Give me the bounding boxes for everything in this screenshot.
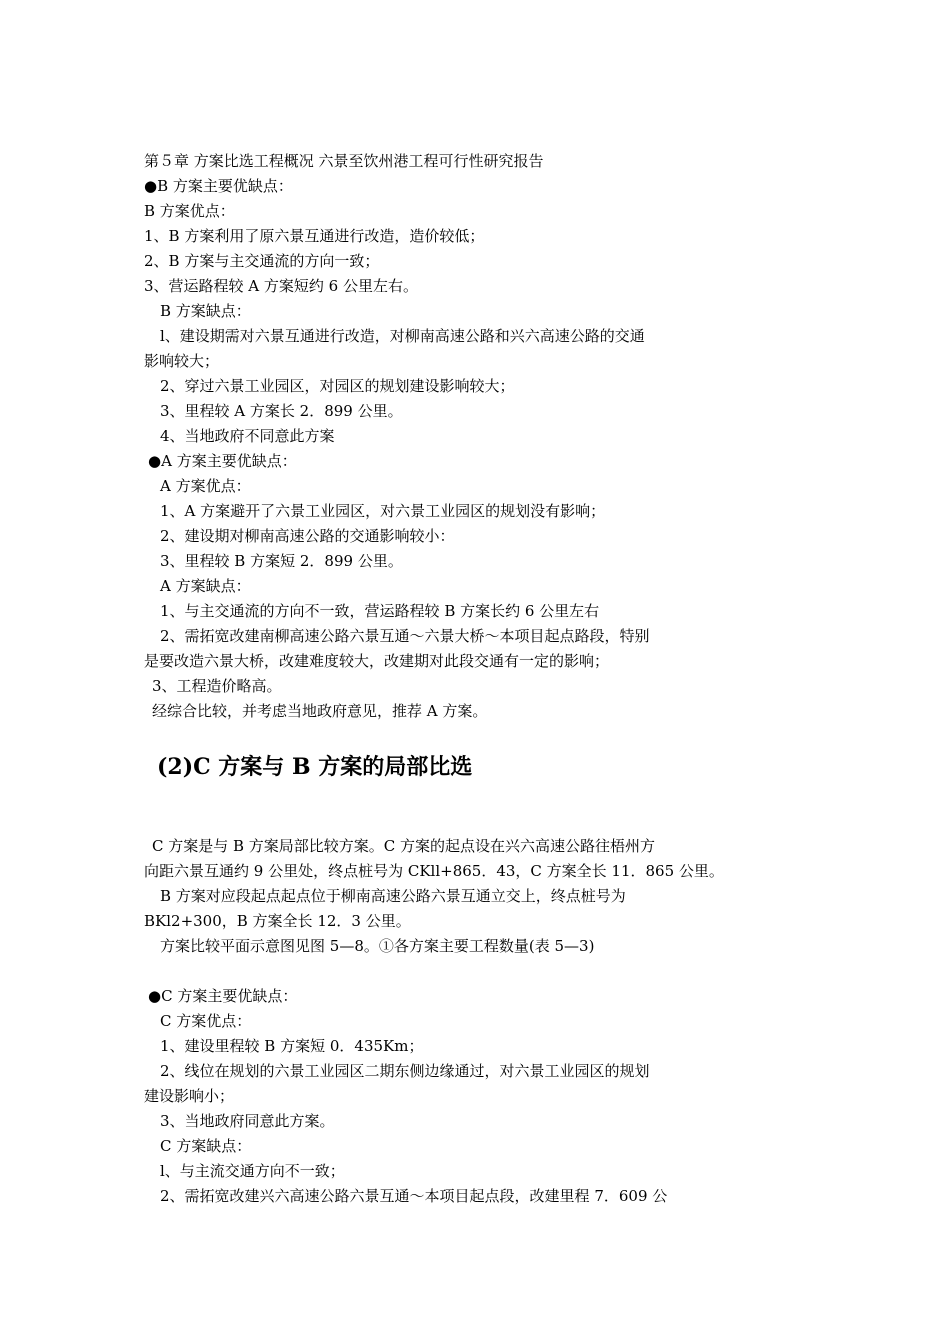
a-pros-item: 1、A 方案避开了六景工业园区，对六景工业园区的规划没有影响； [160,502,606,520]
b-cons-item: 3、里程较 A 方案长 2．899 公里。 [160,402,403,420]
c-cons-item: l、与主流交通方向不一致； [160,1162,345,1180]
a-pros-title: A 方案优点： [160,477,251,495]
b-cons-item: 4、当地政府不同意此方案 [160,427,335,445]
b-plan-title: ●B 方案主要优缺点： [144,177,293,195]
a-pros-item: 2、建设期对柳南高速公路的交通影响较小： [160,527,455,545]
c-pros-title: C 方案优点： [160,1012,252,1030]
b-cons-item-cont: 影响较大； [144,352,220,370]
c-pros-item: 1、建设里程较 B 方案短 0．435Km； [160,1037,424,1055]
paragraph-cont: BKl2+300，B 方案全长 12．3 公里。 [144,912,411,930]
c-plan-title: ●C 方案主要优缺点： [148,987,298,1005]
b-pros-item: 2、B 方案与主交通流的方向一致； [144,252,380,270]
b-pros-item: 3、营运路程较 A 方案短约 6 公里左右。 [144,277,418,295]
c-cons-title: C 方案缺点： [160,1137,252,1155]
paragraph: C 方案是与 B 方案局部比较方案。C 方案的起点设在兴六高速公路往梧州方 [152,837,656,855]
conclusion: 经综合比较，并考虑当地政府意见，推荐 A 方案。 [152,702,488,720]
a-cons-item-cont: 是要改造六景大桥，改建难度较大，改建期对此段交通有一定的影响； [144,652,610,670]
a-cons-item: 3、工程造价略高。 [152,677,282,695]
a-pros-item: 3、里程较 B 方案短 2．899 公里。 [160,552,403,570]
c-cons-item: 2、需拓宽改建兴六高速公路六景互通～本项目起点段，改建里程 7．609 公 [160,1187,668,1205]
paragraph: 方案比较平面示意图见图 5—8。①各方案主要工程数量(表 5—3) [160,937,595,955]
b-pros-item: 1、B 方案利用了原六景互通进行改造，造价较低； [144,227,485,245]
paragraph-cont: 向距六景互通约 9 公里处，终点桩号为 CKll+865．43，C 方案全长 11．865 公里。 [144,862,724,880]
c-pros-item-cont: 建设影响小； [144,1087,235,1105]
c-pros-item: 3、当地政府同意此方案。 [160,1112,335,1130]
a-cons-title: A 方案缺点： [160,577,251,595]
a-cons-item: 1、与主交通流的方向不一致，营运路程较 B 方案长约 6 公里左右 [160,602,600,620]
b-cons-item: 2、穿过六景工业园区，对园区的规划建设影响较大； [160,377,515,395]
b-cons-title: B 方案缺点： [160,302,251,320]
c-pros-item: 2、线位在规划的六景工业园区二期东侧边缘通过，对六景工业园区的规划 [160,1062,650,1080]
section-heading: (2)C 方案与 B 方案的局部比选 [157,754,473,780]
page-header: 第５章 方案比选工程概况 六景至饮州港工程可行性研究报告 [144,152,544,170]
paragraph: B 方案对应段起点起点位于柳南高速公路六景互通立交上，终点桩号为 [160,887,626,905]
a-cons-item: 2、需拓宽改建南柳高速公路六景互通～六景大桥～本项目起点路段，特别 [160,627,650,645]
b-cons-item: l、建设期需对六景互通进行改造，对柳南高速公路和兴六高速公路的交通 [160,327,645,345]
b-pros-title: B 方案优点： [144,202,235,220]
a-plan-title: ●A 方案主要优缺点： [148,452,297,470]
